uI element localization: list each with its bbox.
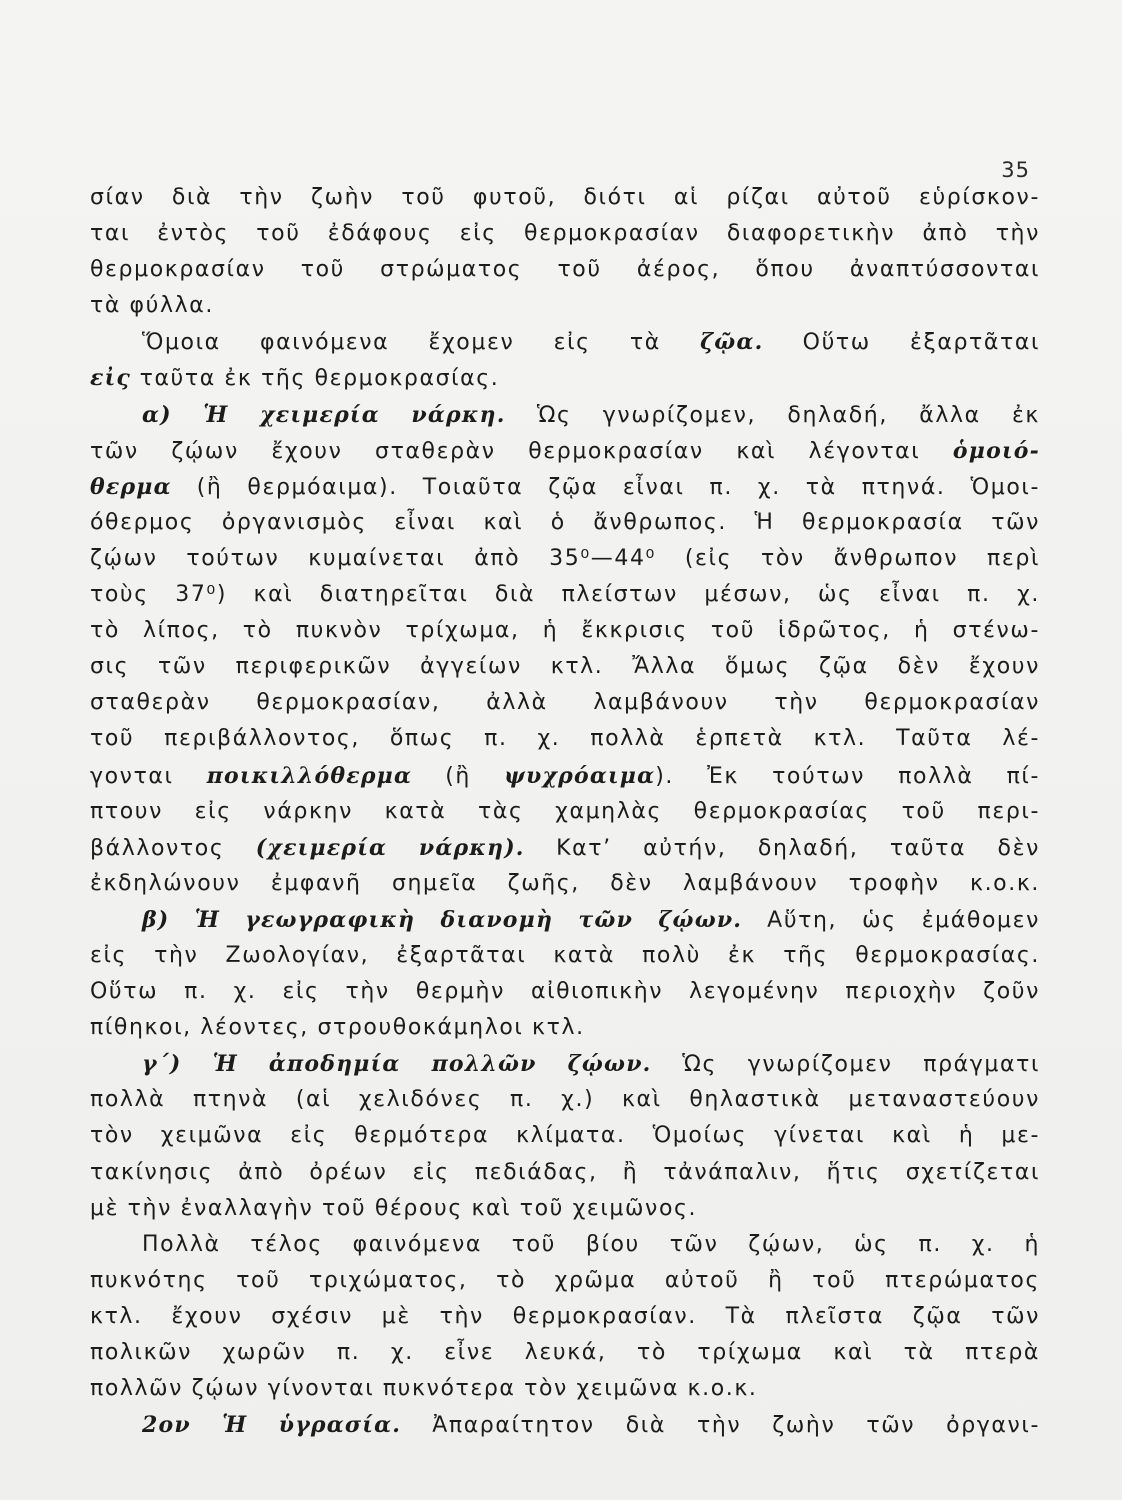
- text-segment: γονται: [90, 763, 207, 789]
- text-line: [90, 758, 1040, 794]
- text-segment: τοῦ περιβάλλοντος, ὅπως π. χ. πολλὰ ἑρπετὰ κτλ. Ταῦτα λέ-: [90, 726, 1040, 752]
- page-number: 35: [1001, 158, 1030, 182]
- emphasized-text: α) Ἡ χειμερία νάρκη.: [142, 401, 506, 428]
- text-segment: Ἀπαραίτητον διὰ τὴν ζωὴν τῶν ὀργανι-: [401, 1413, 1040, 1439]
- emphasized-text: γ΄) Ἡ ἀποδημία πολλῶν ζῴων.: [142, 1051, 652, 1078]
- emphasized-text: ὁμοιό-: [952, 437, 1040, 464]
- text-line: [90, 505, 1040, 541]
- text-line: [90, 1082, 1040, 1118]
- text-line: [90, 433, 1040, 469]
- emphasized-text: β) Ἡ γεωγραφικὴ διανομὴ τῶν ζῴων.: [142, 906, 743, 933]
- emphasized-text: ζῷα.: [700, 329, 764, 356]
- text-segment: σταθερὰν θερμοκρασίαν, ἀλλὰ λαμβάνουν τὴν θερμοκρασίαν: [90, 690, 1040, 716]
- text-line: [90, 1046, 1040, 1082]
- text-segment: ται ἐντὸς τοῦ ἐδάφους εἰς θερμοκρασίαν διαφορετικὴν ἀπὸ τὴν: [90, 221, 1040, 247]
- text-line: [90, 252, 1040, 288]
- text-segment: πίθηκοι, λέοντες, στρουθοκάμηλοι κτλ.: [90, 1015, 585, 1041]
- text-line: [90, 216, 1040, 252]
- text-segment: μὲ τὴν ἐναλλαγὴν τοῦ θέρους καὶ τοῦ χειμῶνος.: [90, 1195, 698, 1221]
- text-line: [90, 541, 1040, 577]
- body-text: [90, 180, 1040, 1443]
- text-segment: τὸ λίπος, τὸ πυκνὸν τρίχωμα, ἡ ἔκκρισις τοῦ ἱδρῶτος, ἡ στένω-: [90, 618, 1040, 644]
- text-line: [90, 1299, 1040, 1335]
- text-line: [90, 649, 1040, 685]
- text-segment: βάλλοντος: [90, 835, 256, 861]
- text-line: [90, 1263, 1040, 1299]
- text-line: [90, 577, 1040, 613]
- text-segment: Κατ’ αὐτήν, δηλαδή, ταῦτα δὲν: [524, 835, 1040, 861]
- emphasized-text: ψυχρόαιμα: [504, 762, 656, 789]
- emphasized-text: (χειμερία νάρκη).: [255, 834, 525, 861]
- text-segment: πυκνότης τοῦ τριχώματος, τὸ χρῶμα αὐτοῦ ἢ τοῦ πτερώματος: [90, 1267, 1040, 1293]
- text-segment: Πολλὰ τέλος φαινόμενα τοῦ βίου τῶν ζῴων, ὡς π. χ. ἡ: [142, 1231, 1040, 1257]
- text-line: [90, 1335, 1040, 1371]
- text-segment: Ὅμοια φαινόμενα ἔχομεν εἰς τὰ: [142, 330, 701, 356]
- text-segment: σις τῶν περιφερικῶν ἀγγείων κτλ. Ἄλλα ὅμως ζῷα δὲν ἔχουν: [90, 654, 1040, 680]
- text-segment: τὰ φύλλα.: [90, 293, 214, 319]
- text-segment: κτλ. ἔχουν σχέσιν μὲ τὴν θερμοκρασίαν. Τὰ πλεῖστα ζῷα τῶν: [90, 1303, 1040, 1329]
- text-segment: θερμοκρασίαν τοῦ στρώματος τοῦ ἀέρος, ὅπου ἀναπτύσσονται: [90, 257, 1040, 283]
- text-segment: Ὡς γνωρίζομεν πράγματι: [651, 1052, 1040, 1078]
- text-line: [90, 830, 1040, 866]
- text-segment: πολικῶν χωρῶν π. χ. εἶνε λευκά, τὸ τρίχωμα καὶ τὰ πτερὰ: [90, 1340, 1040, 1365]
- text-line: [90, 180, 1040, 216]
- text-line: [90, 794, 1040, 830]
- text-line: [90, 938, 1040, 974]
- text-segment: τὸν χειμῶνα εἰς θερμότερα κλίματα. Ὁμοίως γίνεται καὶ ἡ με-: [90, 1123, 1040, 1149]
- text-line: [90, 721, 1040, 757]
- text-segment: τοὺς 37⁰) καὶ διατηρεῖται διὰ πλείστων μέσων, ὡς εἶναι π. χ.: [90, 582, 1040, 608]
- text-line: [90, 324, 1040, 360]
- text-line: [90, 1371, 1040, 1407]
- text-line: [90, 397, 1040, 433]
- text-segment: ). Ἐκ τούτων πολλὰ πί-: [655, 763, 1040, 789]
- text-segment: (ἢ θερμόαιμα). Τοιαῦτα ζῷα εἶναι π. χ. τὰ πτηνά. Ὁμοι-: [171, 474, 1040, 500]
- text-line: [90, 288, 1040, 324]
- text-line: [90, 613, 1040, 649]
- text-segment: (ἢ: [412, 763, 505, 789]
- text-segment: όθερμος ὀργανισμὸς εἶναι καὶ ὁ ἄνθρωπος. Ἡ θερμοκρασία τῶν: [90, 509, 1040, 535]
- emphasized-text: ποικιλλόθερμα: [206, 762, 413, 789]
- emphasized-text: θερμα: [90, 473, 172, 500]
- text-segment: σίαν διὰ τὴν ζωὴν τοῦ φυτοῦ, διότι αἱ ρίζαι αὐτοῦ εὑρίσκον-: [90, 185, 1040, 210]
- text-segment: ταῦτα ἐκ τῆς θερμοκρασίας.: [131, 366, 500, 392]
- text-segment: ζῴων τούτων κυμαίνεται ἀπὸ 35⁰—44⁰ (εἰς τὸν ἄνθρωπον περὶ: [90, 545, 1040, 571]
- text-segment: Οὕτω π. χ. εἰς τὴν θερμὴν αἰθιοπικὴν λεγομένην περιοχὴν ζοῦν: [90, 979, 1040, 1005]
- text-segment: Αὕτη, ὡς ἐμάθομεν: [742, 907, 1040, 933]
- text-segment: τακίνησις ἀπὸ ὀρέων εἰς πεδιάδας, ἢ τἀνάπαλιν, ἥτις σχετίζεται: [90, 1159, 1040, 1185]
- text-line: [90, 902, 1040, 938]
- text-segment: πολλὰ πτηνὰ (αἱ χελιδόνες π. χ.) καὶ θηλαστικὰ μεταναστεύουν: [90, 1087, 1040, 1113]
- text-segment: τῶν ζῴων ἔχουν σταθερὰν θερμοκρασίαν καὶ λέγονται: [90, 438, 953, 464]
- emphasized-text: εἰς: [90, 365, 132, 392]
- text-line: [90, 1407, 1040, 1443]
- text-segment: εἰς τὴν Ζωολογίαν, ἐξαρτᾶται κατὰ πολὺ ἐκ τῆς θερμοκρασίας.: [90, 942, 1040, 968]
- text-line: [90, 469, 1040, 505]
- text-line: [90, 866, 1040, 902]
- text-line: [90, 974, 1040, 1010]
- emphasized-text: 2ον Ἡ ὑγρασία.: [142, 1412, 402, 1439]
- text-segment: πτουν εἰς νάρκην κατὰ τὰς χαμηλὰς θερμοκρασίας τοῦ περι-: [90, 798, 1040, 824]
- text-segment: Ὡς γνωρίζομεν, δηλαδή, ἄλλα ἐκ: [505, 402, 1041, 428]
- text-line: [90, 1227, 1040, 1263]
- text-line: [90, 1010, 1040, 1046]
- text-line: [90, 685, 1040, 721]
- text-line: [90, 360, 1040, 396]
- text-segment: πολλῶν ζῴων γίνονται πυκνότερα τὸν χειμῶνα κ.ο.κ.: [90, 1376, 758, 1402]
- text-segment: Οὕτω ἐξαρτᾶται: [763, 330, 1040, 356]
- text-line: [90, 1191, 1040, 1227]
- text-line: [90, 1118, 1040, 1154]
- text-segment: ἐκδηλώνουν ἐμφανῆ σημεῖα ζωῆς, δὲν λαμβάνουν τροφὴν κ.ο.κ.: [90, 870, 1040, 896]
- text-line: [90, 1155, 1040, 1191]
